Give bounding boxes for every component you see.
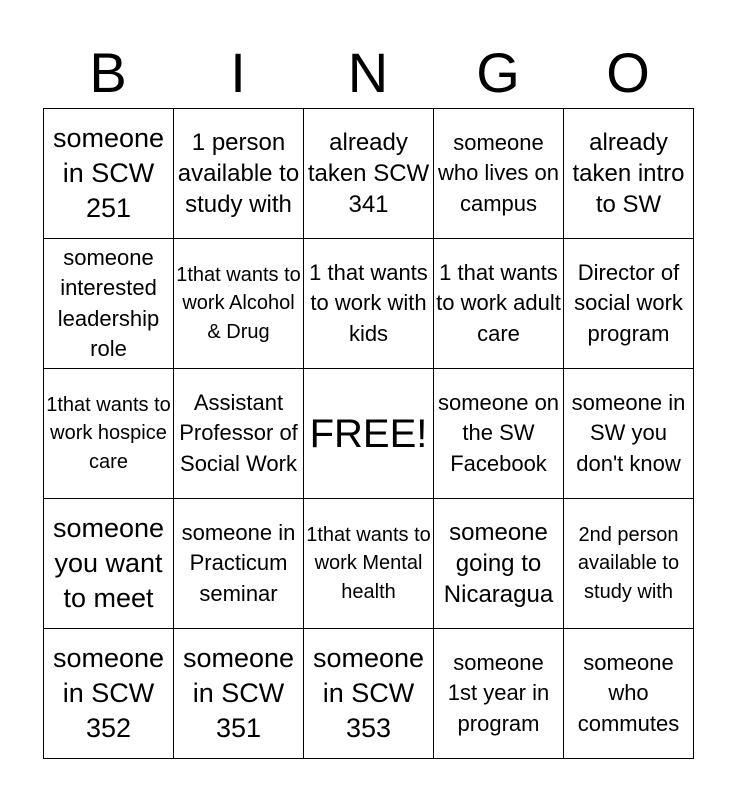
bingo-cell[interactable]: someone in SCW 351 bbox=[174, 629, 304, 759]
bingo-cell[interactable]: someone in SCW 352 bbox=[44, 629, 174, 759]
header-letter-g: G bbox=[476, 41, 520, 104]
bingo-cell[interactable]: someone interested leadership role bbox=[44, 239, 174, 369]
bingo-cell[interactable]: Assistant Professor of Social Work bbox=[174, 369, 304, 499]
header-letter-b: B bbox=[89, 41, 127, 104]
bingo-cell[interactable]: 1that wants to work hospice care bbox=[44, 369, 174, 499]
header-letter-i: I bbox=[230, 41, 246, 104]
bingo-cell[interactable]: someone going to Nicaragua bbox=[434, 499, 564, 629]
bingo-cell[interactable]: 1that wants to work Mental health bbox=[304, 499, 434, 629]
bingo-cell[interactable]: Director of social work program bbox=[564, 239, 694, 369]
bingo-cell[interactable]: someone in SW you don't know bbox=[564, 369, 694, 499]
bingo-cell[interactable]: someone who commutes bbox=[564, 629, 694, 759]
bingo-board bbox=[43, 108, 694, 759]
bingo-header bbox=[43, 38, 693, 108]
board-row bbox=[44, 369, 694, 499]
bingo-cell[interactable]: 1 that wants to work with kids bbox=[304, 239, 434, 369]
bingo-cell[interactable]: 1 person available to study with bbox=[174, 109, 304, 239]
bingo-cell[interactable]: someone in Practicum seminar bbox=[174, 499, 304, 629]
bingo-cell[interactable]: someone who lives on campus bbox=[434, 109, 564, 239]
board-row bbox=[44, 499, 694, 629]
bingo-cell[interactable]: someone in SCW 353 bbox=[304, 629, 434, 759]
board-row bbox=[44, 239, 694, 369]
bingo-cell[interactable]: already taken SCW 341 bbox=[304, 109, 434, 239]
header-letter-n: N bbox=[347, 41, 389, 104]
free-space-cell[interactable]: FREE! bbox=[304, 369, 434, 499]
board-row bbox=[44, 629, 694, 759]
bingo-cell[interactable]: 1that wants to work Alcohol & Drug bbox=[174, 239, 304, 369]
bingo-cell[interactable]: 1 that wants to work adult care bbox=[434, 239, 564, 369]
bingo-cell[interactable]: someone 1st year in program bbox=[434, 629, 564, 759]
board-row bbox=[44, 109, 694, 239]
bingo-cell[interactable]: someone you want to meet bbox=[44, 499, 174, 629]
bingo-cell[interactable]: 2nd person available to study with bbox=[564, 499, 694, 629]
bingo-cell[interactable]: someone in SCW 251 bbox=[44, 109, 174, 239]
header-letter-o: O bbox=[606, 41, 650, 104]
bingo-cell[interactable]: someone on the SW Facebook bbox=[434, 369, 564, 499]
bingo-cell[interactable]: already taken intro to SW bbox=[564, 109, 694, 239]
